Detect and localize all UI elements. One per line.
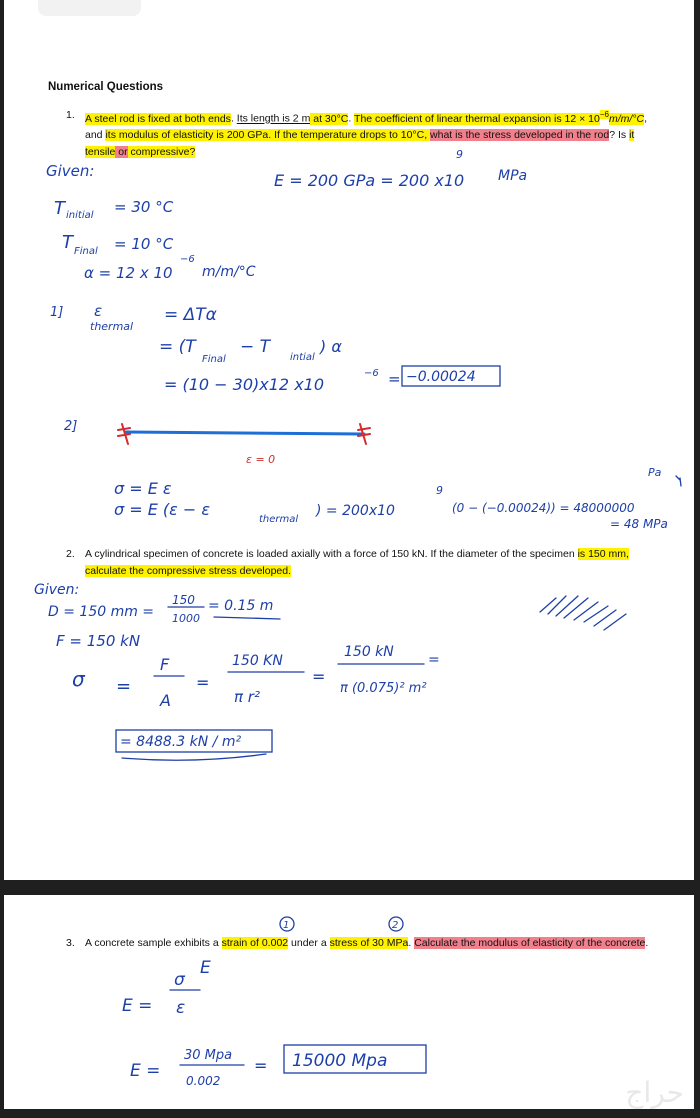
hw-frac1-num: F — [160, 655, 170, 674]
q1-segment: . — [230, 112, 237, 125]
q3-segment: . — [645, 937, 649, 949]
hw-t-initial-sub: initial — [66, 210, 94, 221]
hw-modulus-unit: MPa — [498, 168, 528, 184]
question-3-number: 3. — [66, 937, 75, 949]
hw-frac4-num: 30 Mpa — [184, 1048, 233, 1063]
question-2-number: 2. — [66, 548, 75, 560]
q3-segment: . — [408, 937, 415, 949]
q3-segment: Calculate the modulus of elasticity of the concrete — [414, 937, 646, 949]
hw-sigma-2-end: (0 − (−0.00024)) = 48000000 — [452, 501, 635, 515]
hw-eq-d: = — [428, 652, 440, 668]
q1-segment: its modulus of elasticity is 200 GPa — [105, 129, 269, 141]
hw-t-initial-val: = 30 °C — [114, 198, 174, 216]
q1-segment: The coefficient of linear thermal expansion is 12 × 10 — [354, 112, 600, 125]
hw-eq3: = (10 − 30)x12 x10 — [164, 375, 325, 394]
q3-segment: A concrete sample exhibits a — [85, 937, 222, 949]
hw-frac3-num: 150 kN — [344, 644, 394, 660]
hw-hatch-mark — [540, 596, 626, 630]
hw-d-num: 150 — [172, 593, 195, 607]
hw-t-final-sub: Final — [74, 246, 98, 257]
q1-segment: it tensile — [85, 129, 635, 158]
watermark-logo: حراج — [625, 1076, 684, 1109]
hw-sigma-q2: σ — [72, 667, 85, 691]
hw-given-1: Given: — [46, 162, 95, 180]
q1-segment: , and — [85, 112, 648, 141]
handwritten-solution-1-2 — [4, 0, 694, 880]
hw-d-underline — [214, 617, 280, 619]
q3-segment: strain of 0.002 — [221, 937, 289, 949]
q1-segment: −6 — [599, 110, 609, 119]
hw-circle-2-text: 2 — [392, 920, 399, 931]
q3-segment: stress of 30 MPa — [329, 937, 409, 949]
hw-eq-c: = — [312, 667, 326, 686]
hw-eq1: = ΔTα — [164, 305, 217, 325]
hw-eq2-mid: − T — [240, 337, 271, 357]
hw-diameter: D = 150 mm = — [48, 604, 155, 620]
q1-segment: Its length is 2 m — [236, 112, 311, 125]
q1-segment: at 30°C — [310, 112, 349, 125]
hw-pa-arrow — [676, 476, 681, 486]
q1-segment: compressive? — [127, 145, 196, 158]
hw-e-eq-2: E = — [130, 1061, 161, 1081]
hw-given-2: Given: — [34, 582, 80, 598]
hw-frac-epsilon: ε — [176, 998, 186, 1018]
hw-alpha-unit: m/m/°C — [202, 264, 256, 280]
hw-t-initial: T — [54, 198, 65, 219]
page-heading: Numerical Questions — [48, 81, 164, 93]
question-1-number: 1. — [66, 109, 75, 121]
hw-e-eq: E = — [122, 996, 153, 1016]
hw-eq-a: = — [116, 676, 132, 697]
hw-circle-1-text: 1 — [283, 920, 290, 931]
hw-e-result: 15000 Mpa — [292, 1051, 388, 1071]
hw-frac3-den: π (0.075)² m² — [340, 681, 427, 696]
hw-d-den: 1000 — [172, 612, 200, 625]
hw-underline-scribble — [122, 754, 266, 760]
document-page-1 — [4, 0, 694, 880]
hw-frac2-num: 150 KN — [232, 653, 283, 669]
hw-eq2: = (T — [159, 337, 196, 357]
hw-e-letter: E — [200, 958, 211, 978]
document-page-2 — [4, 895, 694, 1109]
hw-sigma-result: = 48 MPa — [610, 517, 668, 531]
q1-segment: or — [118, 145, 128, 158]
hw-t-final-val: = 10 °C — [114, 235, 174, 253]
q1-segment: what is the stress developed in the rod — [430, 129, 610, 141]
hw-eq3-eq: = — [388, 370, 401, 388]
q1-segment: . If the temperature drops to 10°C, — [268, 129, 431, 141]
hw-sigma-2: σ = E (ε − ε — [114, 500, 211, 519]
hw-step-2: 2] — [64, 419, 78, 434]
hw-sigma-1: σ = E ε — [114, 479, 172, 498]
q1-segment: A steel rod is fixed at both ends — [85, 112, 231, 125]
q1-segment: ? Is — [609, 129, 630, 141]
handwritten-solution-3 — [4, 895, 694, 1109]
q1-segment: m/m/°C — [608, 112, 645, 125]
hw-eq2-end: ) α — [320, 337, 342, 356]
hw-modulus-line: E = 200 GPa = 200 x10 — [274, 171, 465, 190]
hw-modulus-exp: 9 — [456, 148, 463, 161]
hw-step-1: 1] — [50, 305, 64, 320]
rod-fixed-end-left — [118, 424, 130, 444]
hw-pa: Pa — [648, 466, 662, 479]
hw-sigma-2-mid: ) = 200x10 — [316, 503, 395, 519]
hw-frac1-den: A — [160, 691, 171, 710]
hw-eq-b: = — [196, 673, 210, 692]
q2-segment: A cylindrical specimen of concrete is loaded axially with a force of 150 kN. If the diameter of the specimen — [85, 548, 578, 560]
hw-eq2-sub2: intial — [290, 352, 315, 363]
hw-eps-thermal: ε — [94, 302, 103, 320]
hw-alpha-exp: −6 — [180, 254, 195, 265]
hw-eq3-exp: −6 — [364, 368, 379, 379]
hw-d-res: = 0.15 m — [208, 598, 274, 614]
hw-sigma-2-sub: thermal — [259, 514, 299, 525]
hw-eq2-sub1: Final — [202, 354, 226, 365]
hw-sigma-2-exp: 9 — [436, 484, 443, 497]
hw-t-final: T — [62, 232, 73, 253]
hw-force: F = 150 kN — [56, 632, 141, 650]
hw-eq-e: = — [254, 1056, 268, 1075]
hw-frac-sigma: σ — [174, 970, 185, 990]
rod-line — [126, 432, 364, 434]
hw-alpha: α = 12 x 10 — [84, 264, 173, 282]
hw-frac4-den: 0.002 — [186, 1074, 221, 1088]
q2-segment: is 150 mm, calculate the compressive stress developed. — [85, 548, 629, 577]
hw-eps-zero: ε = 0 — [246, 453, 276, 466]
hw-frac2-den: π r² — [234, 688, 260, 706]
q1-segment: . — [348, 112, 355, 125]
hw-eq3-box-text: −0.00024 — [406, 369, 476, 385]
q3-segment: under a — [288, 937, 330, 949]
hw-stress-result: = 8488.3 kN / m² — [120, 734, 242, 750]
hw-eps-thermal-sub: thermal — [90, 320, 134, 333]
